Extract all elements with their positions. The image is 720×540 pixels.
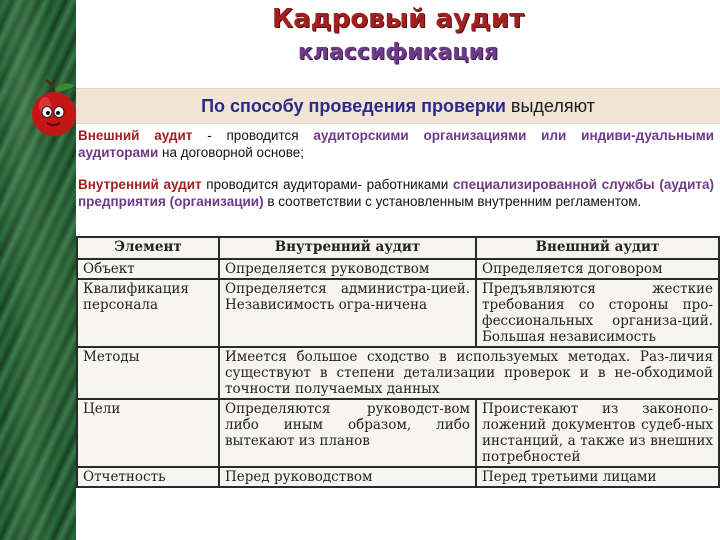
def2-text2: в соответствии с установленным внутренним регламентом. xyxy=(263,194,642,209)
def1-text1: - проводится xyxy=(192,128,314,143)
table-row xyxy=(77,399,719,467)
def2-emphasis: специализированной службы (аудита) предприятия (организации) xyxy=(78,177,714,209)
table-cell: Предъявляются жесткие требования со стороны про-фессиональных организа-ций. Большая независимость xyxy=(476,279,719,347)
table-row xyxy=(77,259,719,279)
table-cell: Цели xyxy=(77,399,219,467)
table-cell: Перед руководством xyxy=(219,467,476,487)
table-cell: Методы xyxy=(77,347,219,399)
def1-emphasis: аудиторскими организациями или индиви-дуальными аудиторами xyxy=(78,128,714,160)
term-internal: Внутренний аудит xyxy=(78,177,202,192)
table-cell: Определяются руководст-вом либо иным образом, либо вытекают из планов xyxy=(219,399,476,467)
table-cell: Определяется договором xyxy=(476,259,719,279)
slide-subtitle: классификация xyxy=(297,40,499,65)
term-external: Внешний аудит xyxy=(78,128,193,143)
table-cell: Определяется руководством xyxy=(219,259,476,279)
column-header: Внешний аудит xyxy=(476,237,719,259)
table-cell: Определяется администра-цией. Независимость огра-ничена xyxy=(219,279,476,347)
column-header: Внутренний аудит xyxy=(219,237,476,259)
band-highlight: По способу проведения проверки xyxy=(201,96,506,116)
definition-internal xyxy=(78,176,714,210)
table-cell: Проистекают из законопо-ложений документов судеб-ных инстанций, а также из внешних потребностей xyxy=(476,399,719,467)
section-band xyxy=(76,88,720,124)
slide-title: Кадровый аудит xyxy=(271,4,525,34)
column-header: Элемент xyxy=(77,237,219,259)
table-cell: Отчетность xyxy=(77,467,219,487)
band-rest: выделяют xyxy=(505,96,595,116)
def1-text2: на договорной основе; xyxy=(158,145,305,160)
apple-mascot-icon xyxy=(28,78,80,140)
table-row xyxy=(77,279,719,347)
comparison-table xyxy=(76,236,720,488)
table-row xyxy=(77,467,719,487)
table-row xyxy=(77,347,719,399)
table-cell: Объект xyxy=(77,259,219,279)
table-cell: Перед третьими лицами xyxy=(476,467,719,487)
def2-text1: проводится аудиторами- работниками xyxy=(201,177,453,192)
definition-external xyxy=(78,127,714,161)
table-cell-merged: Имеется большое сходство в используемых методах. Раз-личия существуют в степени детализации проверок и в не-обходимой точности получаемых данных xyxy=(219,347,719,399)
table-cell: Квалификация персонала xyxy=(77,279,219,347)
table-header-row xyxy=(77,237,719,259)
